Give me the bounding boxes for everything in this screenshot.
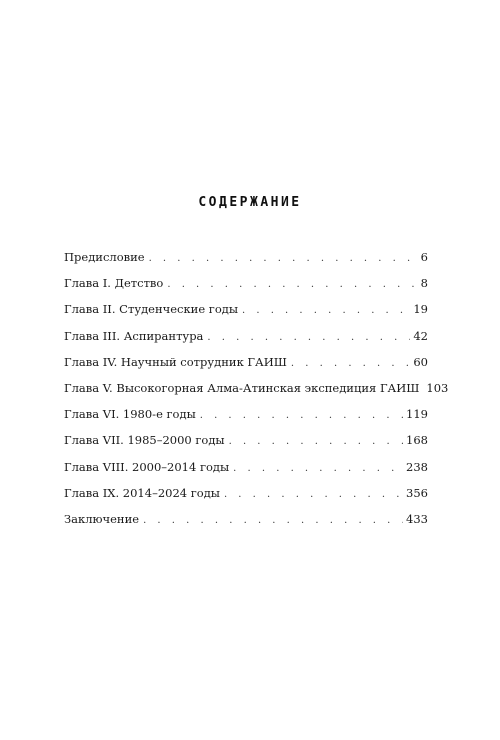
toc-entry-page: 168 xyxy=(406,433,428,448)
toc-entry-page: 103 xyxy=(426,380,449,395)
toc-list xyxy=(64,250,449,538)
toc-leader-dots xyxy=(291,358,410,369)
toc-entry[interactable] xyxy=(64,433,428,459)
toc-entry-page: 8 xyxy=(420,276,428,291)
toc-entry-page: 60 xyxy=(413,354,428,369)
toc-leader-dots xyxy=(167,279,417,290)
toc-entry-label: Глава II. Студенческие годы xyxy=(64,302,238,317)
toc-entry-page: 42 xyxy=(413,328,428,343)
toc-leader-dots xyxy=(229,436,403,447)
toc-entry[interactable] xyxy=(64,276,428,302)
toc-entry[interactable] xyxy=(64,486,428,512)
toc-entry[interactable] xyxy=(64,355,428,381)
toc-leader-dots xyxy=(200,410,403,421)
toc-entry-page: 119 xyxy=(406,407,428,422)
toc-entry[interactable] xyxy=(64,512,428,538)
toc-leader-dots xyxy=(242,305,410,316)
toc-entry[interactable] xyxy=(64,460,428,486)
toc-entry-page: 356 xyxy=(406,485,428,500)
toc-entry-label: Заключение xyxy=(64,511,140,526)
toc-leader-dots xyxy=(149,253,418,264)
toc-entry-label: Глава VII. 1985–2000 годы xyxy=(64,433,225,448)
toc-entry-label: Глава I. Детство xyxy=(64,276,164,291)
toc-entry[interactable] xyxy=(64,407,428,433)
toc-entry[interactable] xyxy=(64,302,428,328)
toc-entry-page: 433 xyxy=(406,511,428,526)
toc-entry-label: Глава IV. Научный сотрудник ГАИШ xyxy=(64,354,287,369)
toc-leader-dots xyxy=(224,489,403,500)
toc-entry[interactable] xyxy=(64,329,428,355)
toc-entry-label: Глава III. Аспирантура xyxy=(64,328,204,343)
toc-entry[interactable] xyxy=(64,250,428,276)
toc-entry-page: 19 xyxy=(413,302,428,317)
toc-leader-dots xyxy=(207,332,410,343)
toc-entry-label: Глава IX. 2014–2024 годы xyxy=(64,485,220,500)
toc-entry-page: 238 xyxy=(406,459,428,474)
toc-leader-dots xyxy=(233,463,403,474)
toc-entry-page: 6 xyxy=(420,250,428,264)
toc-entry-label: Глава VIII. 2000–2014 годы xyxy=(64,459,230,474)
toc-entry-label: Глава VI. 1980-е годы xyxy=(64,407,196,422)
toc-entry-label: Глава V. Высокогорная Алма-Атинская экспедиция ГАИШ xyxy=(64,380,420,395)
toc-entry[interactable] xyxy=(64,380,449,407)
toc-entry-label: Предисловие xyxy=(64,250,145,264)
toc-leader-dots xyxy=(143,515,403,526)
toc-title: СОДЕРЖАНИЕ xyxy=(198,195,302,210)
